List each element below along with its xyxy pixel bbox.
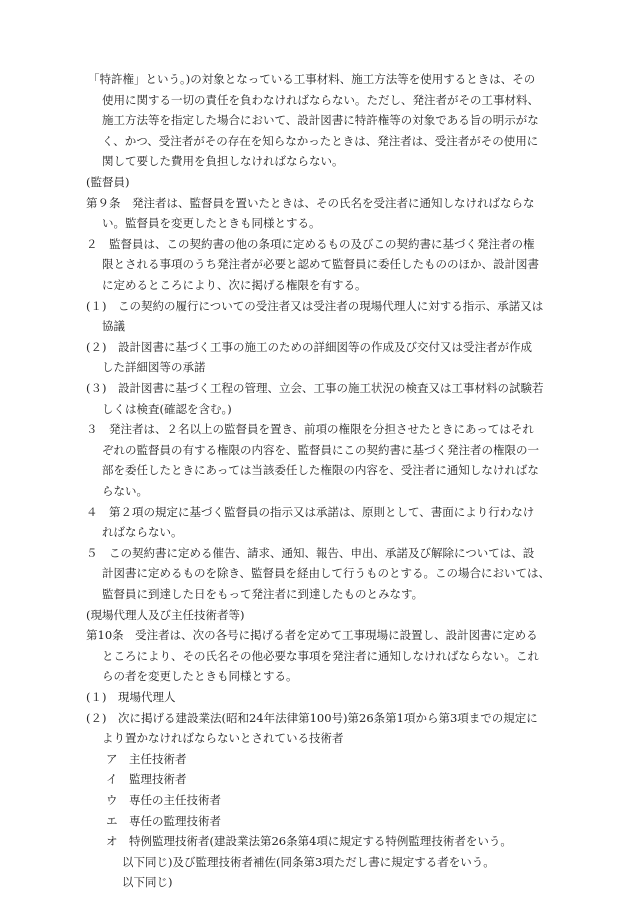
sub-item-e: エ 専任の監理技術者 [106, 813, 221, 828]
text-line: く、かつ、受注者がその存在を知らなかったときは、発注者は、受注者がその使用に [102, 133, 539, 148]
text-line: 「特許権」という。)の対象となっている工事材料、施工方法等を使用するときは、その [88, 72, 536, 86]
article-heading: 第10条 受注者は、次の各号に掲げる者を定めて工事現場に設置し、設計図書に定める [86, 628, 538, 643]
text-line: 限とされる事項のうち発注者が必要と認めて監督員に委任したもののほか、設計図書 [102, 257, 539, 272]
text-line: より置かなければならないとされている技術者 [102, 731, 344, 746]
text-line: 使用に関する一切の責任を負わなければならない。ただし、発注者がその工事材料、 [102, 92, 539, 107]
text-line: ところにより、その氏名その他必要な事項を発注者に通知しなければならない。これ [102, 648, 539, 663]
list-item-1: (１) この契約の履行についての受注者又は受注者の現場代理人に対する指示、承諾又は [86, 298, 544, 313]
text-line: 以下同じ) [122, 875, 173, 890]
list-item-2: (２) 設計図書に基づく工事の施工のための詳細図等の作成及び交付又は受注者が作成 [86, 339, 532, 354]
section-heading: (監督員) [86, 175, 130, 189]
section-heading: (現場代理人及び主任技術者等) [86, 607, 245, 622]
list-item-2: (２) 次に掲げる建設業法(昭和24年法律第100号)第26条第1項から第3項までの規定に [86, 710, 538, 725]
paragraph-start: ３ 発注者は、２名以上の監督員を置き、前項の権限を分担させたときにあってはそれ [86, 422, 534, 437]
text-line: ればならない。 [102, 525, 183, 540]
sub-item-a: ア 主任技術者 [106, 751, 187, 766]
text-line: 以下同じ)及び監理技術者補佐(同条第3項ただし書に規定する者をいう。 [122, 854, 495, 869]
text-line: 協議 [102, 319, 125, 334]
paragraph-start: ５ この契約書に定める催告、請求、通知、報告、申出、承諾及び解除については、設 [86, 545, 535, 560]
text-line: に定めるところにより、次に掲げる権限を有する。 [102, 278, 367, 292]
text-line: らの者を変更したときも同様とする。 [102, 669, 298, 684]
text-line: い。監督員を変更したときも同様とする。 [102, 216, 321, 231]
text-line: した詳細図等の承諾 [102, 360, 206, 375]
sub-item-i: イ 監理技術者 [106, 772, 187, 787]
text-line: 施工方法等を指定した場合において、設計図書に特許権等の対象である旨の明示がな [102, 113, 539, 128]
paragraph-start: ２ 監督員は、この契約書の他の条項に定めるもの及びこの契約書に基づく発注者の権 [86, 236, 535, 251]
text-line: オ 特例監理技術者(建設業法第26条第4項に規定する特例監理技術者をいう。 [106, 834, 512, 849]
text-line: 監督員に到達した日をもって発注者に到達したものとみなす。 [102, 587, 424, 601]
text-line: らない。 [102, 484, 148, 498]
text-line: しくは検査(確認を含む。) [102, 401, 232, 416]
text-line: 計図書に定めるものを除き、監督員を経由して行うものとする。この場合においては、 [102, 566, 551, 581]
sub-item-u: ウ 専任の主任技術者 [106, 793, 221, 807]
list-item-1: (１) 現場代理人 [86, 690, 176, 704]
text-line: 部を委任したときにあっては当該委任した権限の内容を、受注者に通知しなければな [102, 463, 539, 478]
paragraph-start: ４ 第２項の規定に基づく監督員の指示又は承諾は、原則として、書面により行わなけ [86, 504, 535, 519]
text-line: ぞれの監督員の有する権限の内容を、監督員にこの契約書に基づく発注者の権限の一 [102, 442, 539, 457]
text-line: 関して要した費用を負担しなければならない。 [102, 154, 344, 169]
article-heading: 第９条 発注者は、監督員を置いたときは、その氏名を受注者に通知しなければならな [86, 195, 535, 210]
list-item-3: (３) 設計図書に基づく工程の管理、立会、工事の施工状況の検査又は工事材料の試験若 [86, 381, 544, 395]
